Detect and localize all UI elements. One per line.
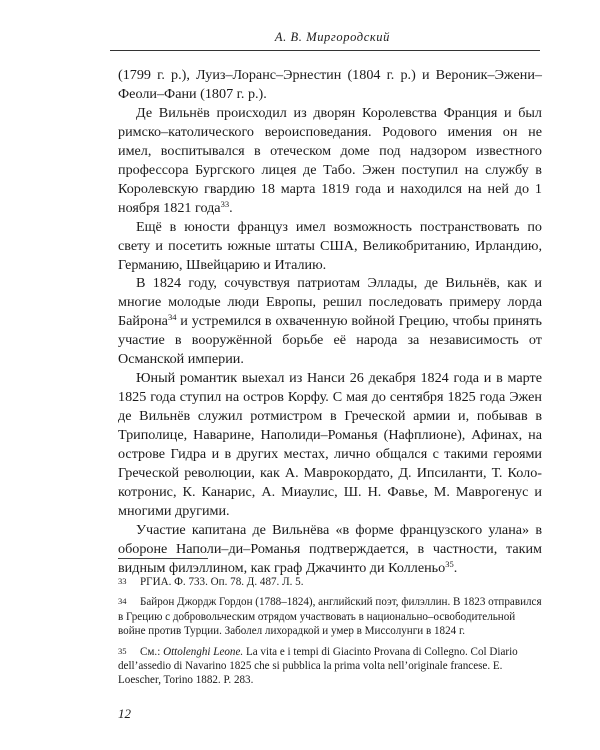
footnote-ref-34[interactable]: 34 [167, 312, 177, 323]
footnote-34: 34 Байрон Джордж Гордон (1788–1824), английский поэт, филэллин. В 1823 отправился в Грецию с добровольческим отрядом участвовать в национально–освободительной войне против Турции. Заболел лихорадкой и умер в Миссолунги в 1824 г. [118, 596, 542, 638]
footnote-number: 35 [118, 645, 127, 656]
footnote-number: 34 [118, 596, 127, 607]
running-title: А. В. Миргородский [274, 30, 390, 44]
footnote-number: 33 [118, 576, 127, 586]
cited-author: Ottolenghi Leone. [163, 645, 244, 658]
paragraph-3: Ещё в юности француз имел возможность постранствовать по свету и посетить южные штаты США, Великобританию, Ирландию, Германию, Швейцарию и Италию. [118, 218, 542, 273]
footnote-divider [118, 558, 208, 559]
footnote-33: 33 РГИА. Ф. 733. Оп. 78. Д. 487. Л. 5. [118, 576, 304, 588]
paragraph-4: В 1824 году, сочувствуя патриотам Эллады, де Вильнёв, как и многие молодые люди Европы, решил последовать примеру лорда Байрона$^{34}$ и устремился в охваченную войной Грецию, чтобы принять участие в вооружённой борьбе её народа за независимость от Османской империи. [118, 275, 542, 368]
paragraph-5: Юный романтик выехал из Нанси 26 декабря 1824 года и в марте 1825 года ступил на остров Корфу. С мая до сентября 1825 года Эжен де Вильнёв служил ротмистром в Греческой армии и, побывав в Триполице, Наварине, Наполиди–Романья (Нафплионе), Афинах, на острове Гидра и в других местах, лично общался с такими героями Греческой революции, как А. Маврокордато, Д. Ипсиланти, Т. Колокотронис, К. Канарис, А. Миаулис, Ш. Н. Фавье, М. Маврогенус и многими другими. [118, 370, 542, 519]
paragraph-2: Де Вильнёв происходил из дворян Королевства Франция и был римско–католического вероисповедания. Родового имения он не имел, воспитывался в отеческом доме под надзором известного профессора Бургского лицея де Табо. Эжен поступил на службу в Королевскую гвардию 18 марта 1819 года и находился на ней до 1 ноября 1821 года$^{33}$. [118, 104, 542, 216]
footnote-ref-35[interactable]: 35 [445, 558, 454, 569]
running-header [110, 28, 540, 51]
main-text [118, 66, 542, 578]
footnote-ref-33[interactable]: 33 [220, 198, 230, 209]
paragraph-6: Участие капитана де Вильнёва «в форме французского улана» в обороне Наполи–ди–Романья подтверждается, в частности, таким видным филэллином, как граф Джачинто ди Колленьо$^{35}$. [118, 521, 542, 576]
page-number: 12 [118, 706, 131, 721]
footnotes [118, 574, 542, 693]
paragraph-1: (1799 г. р.), Луиз–Лоранс–Эрнестин (1804 г. р.) и Вероник–Эжени–Феоли–Фани (1807 г. р.). [118, 67, 542, 102]
footnote-35: 35 См.: Ottolenghi Leone. La vita e i tempi di Giacinto Provana di Collegno. Col Diario dell’assedio di Navarino 1825 che si pubblica la prima volta nell’originale francese. E. Loescher, Torino 1882. P. 283. [118, 645, 518, 687]
